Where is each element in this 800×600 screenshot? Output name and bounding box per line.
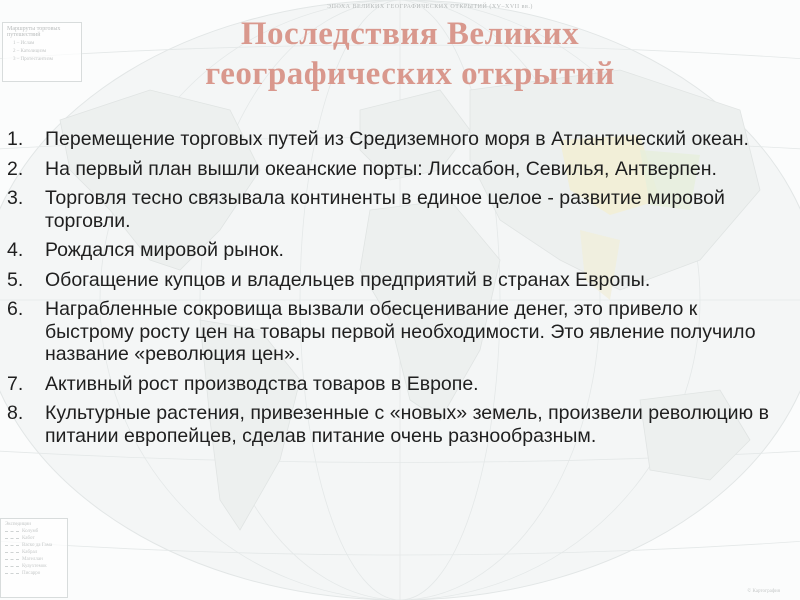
legend-bottom-label: Кабот: [22, 536, 35, 541]
legend-bottom-label: Васко да Гама: [22, 543, 53, 548]
legend-top-item: 3 – Протестантизм: [13, 57, 53, 62]
list-item-text: Активный рост производства товаров в Европе.: [45, 372, 479, 395]
list-item-text: Награбленные сокровища вызвали обесценивание денег, это привело к быстрому росту цен на товары первой необходимости. Это явление получило название «революция цен».: [45, 298, 756, 365]
list-item: [7, 239, 787, 262]
list-item-number: 1.: [7, 128, 24, 150]
map-legend-top: [2, 22, 82, 82]
legend-bottom-row: [5, 543, 63, 548]
legend-bottom-row: [5, 571, 63, 576]
legend-bottom-row: [5, 557, 63, 562]
legend-bottom-row: [5, 550, 63, 555]
list-item-number: 4.: [7, 239, 24, 261]
legend-bottom-row: [5, 529, 63, 534]
legend-top-item: 1 – Ислам: [13, 41, 35, 46]
list-item-text: На первый план вышли океанские порты: Лиссабон, Севилья, Антверпен.: [45, 157, 717, 180]
slide-title-line-1: Последствия Великих: [240, 16, 580, 52]
consequences-list: [7, 128, 787, 454]
list-item-number: 6.: [7, 298, 24, 320]
list-item-number: 8.: [7, 402, 24, 424]
legend-bottom-row: [5, 536, 63, 541]
list-item: [7, 187, 787, 232]
legend-bottom-title: Экспедиции: [5, 522, 31, 527]
list-item-text: Торговля тесно связывала континенты в единое целое - развитие мировой торговли.: [45, 187, 725, 232]
legend-top-item: 2 – Католицизм: [13, 49, 47, 54]
map-footnote: © Картография: [747, 589, 780, 594]
list-item-number: 5.: [7, 268, 24, 291]
slide-title: [110, 14, 710, 94]
list-item-number: 2.: [7, 157, 24, 180]
list-item-number: 7.: [7, 372, 24, 395]
legend-bottom-row: [5, 564, 63, 569]
legend-top-title: Маршруты торговых путешествий: [7, 26, 61, 38]
slide-title-line-2: географических открытий: [205, 56, 615, 92]
list-item-text: Культурные растения, привезенные с «новых» земель, произвели революцию в питании европейцев, сделав питание очень разнообразным.: [45, 402, 769, 447]
map-legend-bottom: [0, 518, 68, 598]
list-item: [7, 298, 787, 366]
list-item: [7, 373, 787, 396]
list-item: [7, 158, 787, 181]
map-caption: ЭПОХА ВЕЛИКИХ ГЕОГРАФИЧЕСКИХ ОТКРЫТИЙ (XV–XVII вв.): [327, 4, 533, 10]
list-item-text: Перемещение торговых путей из Средиземного моря в Атлантический океан.: [45, 128, 749, 150]
legend-bottom-label: Куаухтемок: [22, 564, 47, 569]
list-item: [7, 269, 787, 292]
list-item: [7, 128, 787, 151]
list-item-number: 3.: [7, 187, 24, 209]
list-item-text: Рождался мировой рынок.: [45, 239, 284, 261]
list-item-text: Обогащение купцов и владельцев предприятий в странах Европы.: [45, 268, 651, 291]
legend-bottom-label: Кабрал: [22, 550, 38, 555]
legend-bottom-label: Писарро: [22, 571, 41, 576]
legend-bottom-label: Колумб: [22, 529, 39, 534]
list-item: [7, 402, 787, 447]
legend-bottom-label: Магеллан: [22, 557, 43, 562]
